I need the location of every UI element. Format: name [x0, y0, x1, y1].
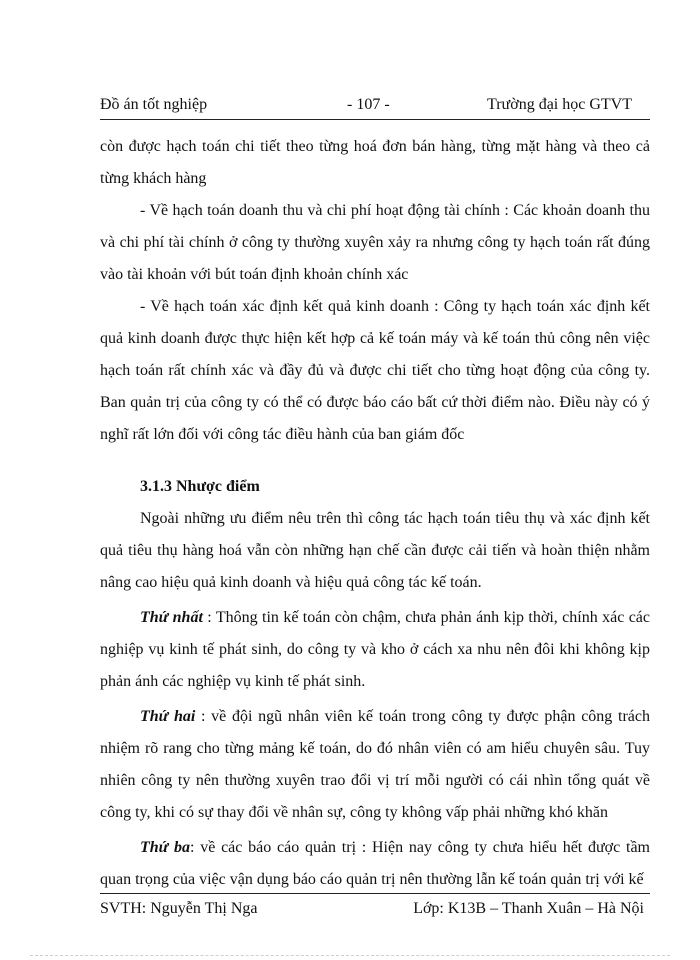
- paragraph-first-weakness: [100, 602, 650, 698]
- page-header: [100, 96, 650, 118]
- header-divider: [100, 119, 650, 120]
- paragraph-business-result: - Về hạch toán xác định kết quả kinh doanh : Công ty hạch toán xác định kết quả kinh doanh được thực hiện kết hợp cả kế toán máy và kế toán thủ công nên việc hạch toán rất chính xác và đầy đủ và được chi tiết cho từng hoạt động của công ty. Ban quản trị của công ty có thể có được báo cáo bất cứ thời điểm nào. Điều này có ý nghĩ rất lớn đối với công tác điều hành của ban giám đốc: [100, 298, 650, 443]
- footer-class: Lớp: K13B – Thanh Xuân – Hà Nội: [413, 900, 644, 917]
- third-weakness-text: : về các báo cáo quản trị : Hiện nay công ty chưa hiểu hết được tầm quan trọng của việc vận dụng báo cáo quản trị nên thường lẫn kế toán quản trị với kế: [100, 839, 650, 888]
- page-break-line: [30, 955, 670, 956]
- second-weakness-text: : về đội ngũ nhân viên kế toán trong công ty được phận công trách nhiệm rõ rang cho từng mảng kế toán, do đó nhân viên có am hiểu chuyên sâu. Tuy nhiên công ty nên thường xuyên trao đổi vị trí mỗi người có cái nhìn tổng quát về công ty, khi có sự thay đổi về nhân sự, công ty không vấp phải những khó khăn: [100, 708, 650, 821]
- page-body: [100, 131, 650, 896]
- section-title: 3.1.3 Nhược điểm: [140, 478, 260, 495]
- second-weakness-lead: Thứ hai: [140, 708, 196, 725]
- paragraph-continuation: còn được hạch toán chi tiết theo từng hoá đơn bán hàng, từng mặt hàng và theo cả từng khách hàng: [100, 138, 650, 187]
- page-footer: [100, 900, 650, 922]
- header-page-number: - 107 -: [347, 96, 390, 113]
- header-university: Trường đại học GTVT: [487, 96, 632, 113]
- first-weakness-lead: Thứ nhất: [140, 609, 203, 626]
- footer-student: SVTH: Nguyễn Thị Nga: [100, 900, 258, 917]
- paragraph-weakness-intro: Ngoài những ưu điểm nêu trên thì công tác hạch toán tiêu thụ và xác định kết quả tiêu thụ hàng hoá vẫn còn những hạn chế cần được cải tiến và hoàn thiện nhằm nâng cao hiệu quả kinh doanh và hiệu quả công tác kế toán.: [100, 510, 650, 591]
- header-document-title: Đồ án tốt nghiệp: [100, 96, 208, 113]
- third-weakness-lead: Thứ ba: [140, 839, 191, 856]
- first-weakness-text: : Thông tin kế toán còn chậm, chưa phản ánh kịp thời, chính xác các nghiệp vụ kinh tế phát sinh, do công ty và kho ở cách xa nhu nên đôi khi không kịp phản ánh các nghiệp vụ kinh tế phát sinh.: [100, 609, 651, 690]
- paragraph-second-weakness: [100, 701, 650, 829]
- footer-divider: [100, 893, 650, 894]
- paragraph-third-weakness: [100, 832, 650, 896]
- paragraph-financial-revenue: - Về hạch toán doanh thu và chi phí hoạt động tài chính : Các khoản doanh thu và chi phí tài chính ở công ty thường xuyên xảy ra nhưng công ty hạch toán rất đúng vào tài khoản với bút toán định khoản chính xác: [100, 202, 650, 283]
